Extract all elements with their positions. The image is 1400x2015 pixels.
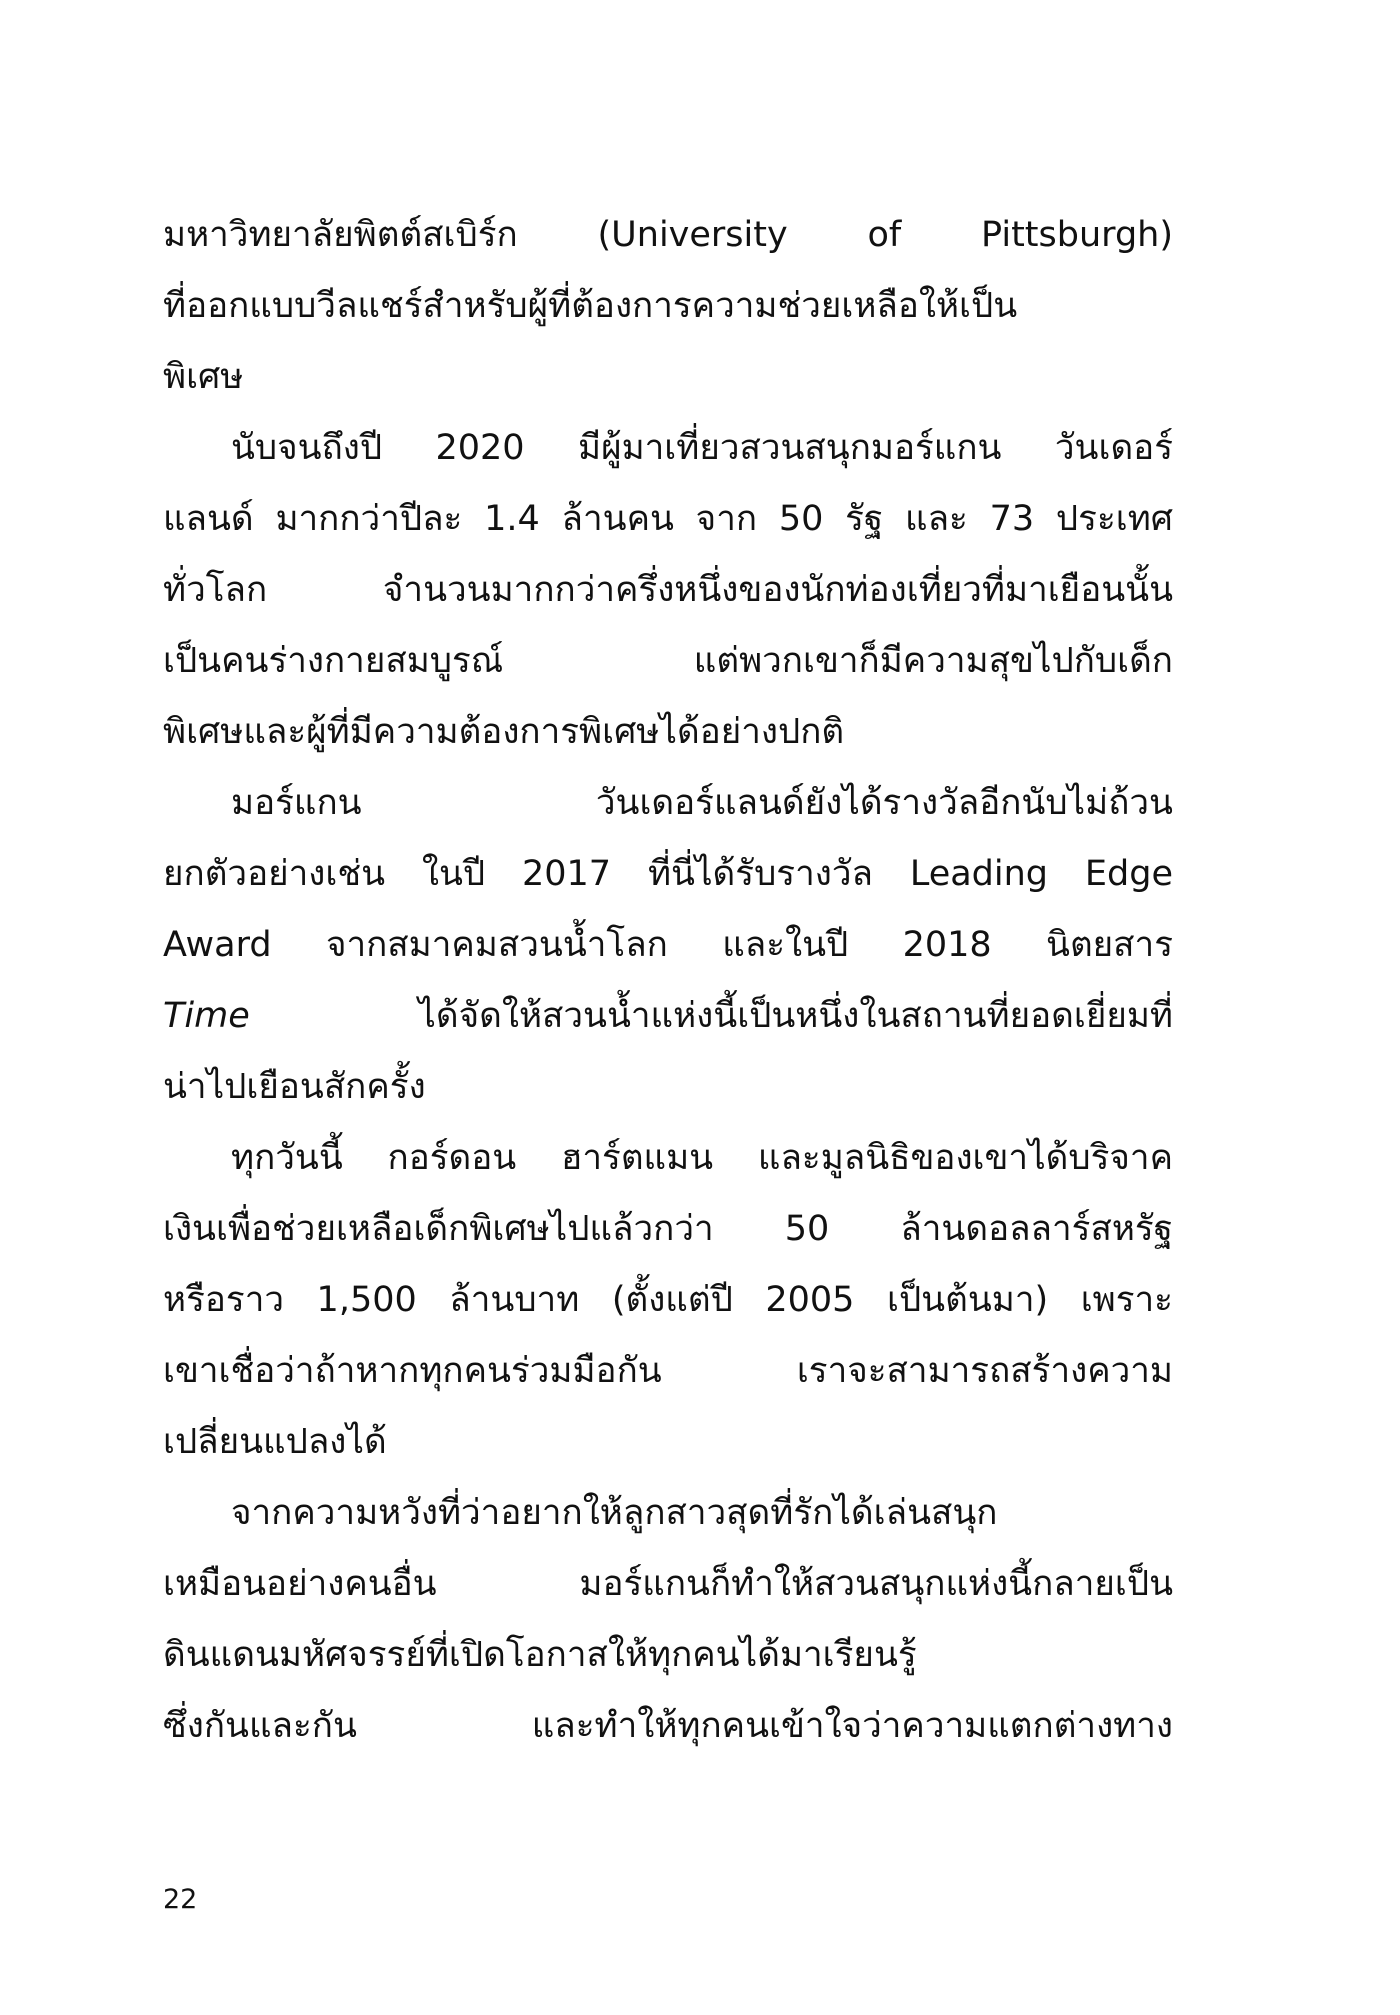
text-line: เขาเชื่อว่าถ้าหากทุกคนร่วมมือกัน เราจะสามารถสร้างความ [163,1351,1173,1391]
text-line: น่าไปเยือนสักครั้ง [163,1067,426,1107]
text-line: จากความหวังที่ว่าอยากให้ลูกสาวสุดที่รักได้เล่นสนุก [231,1493,998,1533]
text-line [163,981,1173,1052]
page-number: 22 [163,1884,198,1915]
text-line: พิเศษและผู้ที่มีความต้องการพิเศษได้อย่างปกติ [163,712,845,752]
paragraph-1 [163,200,1173,413]
text-line: ดินแดนมหัศจรรย์ที่เปิดโอกาสให้ทุกคนได้มาเรียนรู้ [163,1635,917,1675]
text-line: ทุกวันนี้ กอร์ดอน ฮาร์ตแมน และมูลนิธิของเขาได้บริจาค [231,1138,1173,1178]
body-text [163,200,1173,1762]
text-line: พิเศษ [163,357,244,397]
text-line: เปลี่ยนแปลงได้ [163,1422,387,1462]
text-line: ซึ่งกันและกัน และทำให้ทุกคนเข้าใจว่าความแตกต่างทาง [163,1706,1173,1746]
text-line: เป็นคนร่างกายสมบูรณ์ แต่พวกเขาก็มีความสุขไปกับเด็ก [163,641,1173,681]
text-line: หรือราว 1,500 ล้านบาท (ตั้งแต่ปี 2005 เป็นต้นมา) เพราะ [163,1280,1173,1320]
text-line: เหมือนอย่างคนอื่น มอร์แกนก็ทำให้สวนสนุกแห่งนี้กลายเป็น [163,1564,1173,1604]
paragraph-5 [163,1478,1173,1762]
text-line: นับจนถึงปี 2020 มีผู้มาเที่ยวสวนสนุกมอร์แกน วันเดอร์ [231,428,1173,468]
paragraph-4 [163,1123,1173,1478]
text-line: ที่ออกแบบวีลแชร์สำหรับผู้ที่ต้องการความช่วยเหลือให้เป็น [163,286,1018,326]
text-line: มอร์แกน วันเดอร์แลนด์ยังได้รางวัลอีกนับไม่ถ้วน [231,783,1173,823]
text-line: ทั่วโลก จำนวนมากกว่าครึ่งหนึ่งของนักท่องเที่ยวที่มาเยือนนั้น [163,570,1173,610]
text-run: ได้จัดให้สวนน้ำแห่งนี้เป็นหนึ่งในสถานที่ยอดเยี่ยมที่ [249,996,1173,1036]
text-line: ยกตัวอย่างเช่น ในปี 2017 ที่นี่ได้รับรางวัล Leading Edge [163,854,1173,894]
text-line: Award จากสมาคมสวนน้ำโลก และในปี 2018 นิตยสาร [163,925,1173,965]
text-line: มหาวิทยาลัยพิตต์สเบิร์ก (University of Pittsburgh) [163,215,1173,255]
paragraph-3 [163,768,1173,1123]
text-line: แลนด์ มากกว่าปีละ 1.4 ล้านคน จาก 50 รัฐ และ 73 ประเทศ [163,499,1173,539]
magazine-title: Time [163,996,250,1036]
text-line: เงินเพื่อช่วยเหลือเด็กพิเศษไปแล้วกว่า 50 ล้านดอลลาร์สหรัฐ [163,1209,1173,1249]
paragraph-2 [163,413,1173,768]
